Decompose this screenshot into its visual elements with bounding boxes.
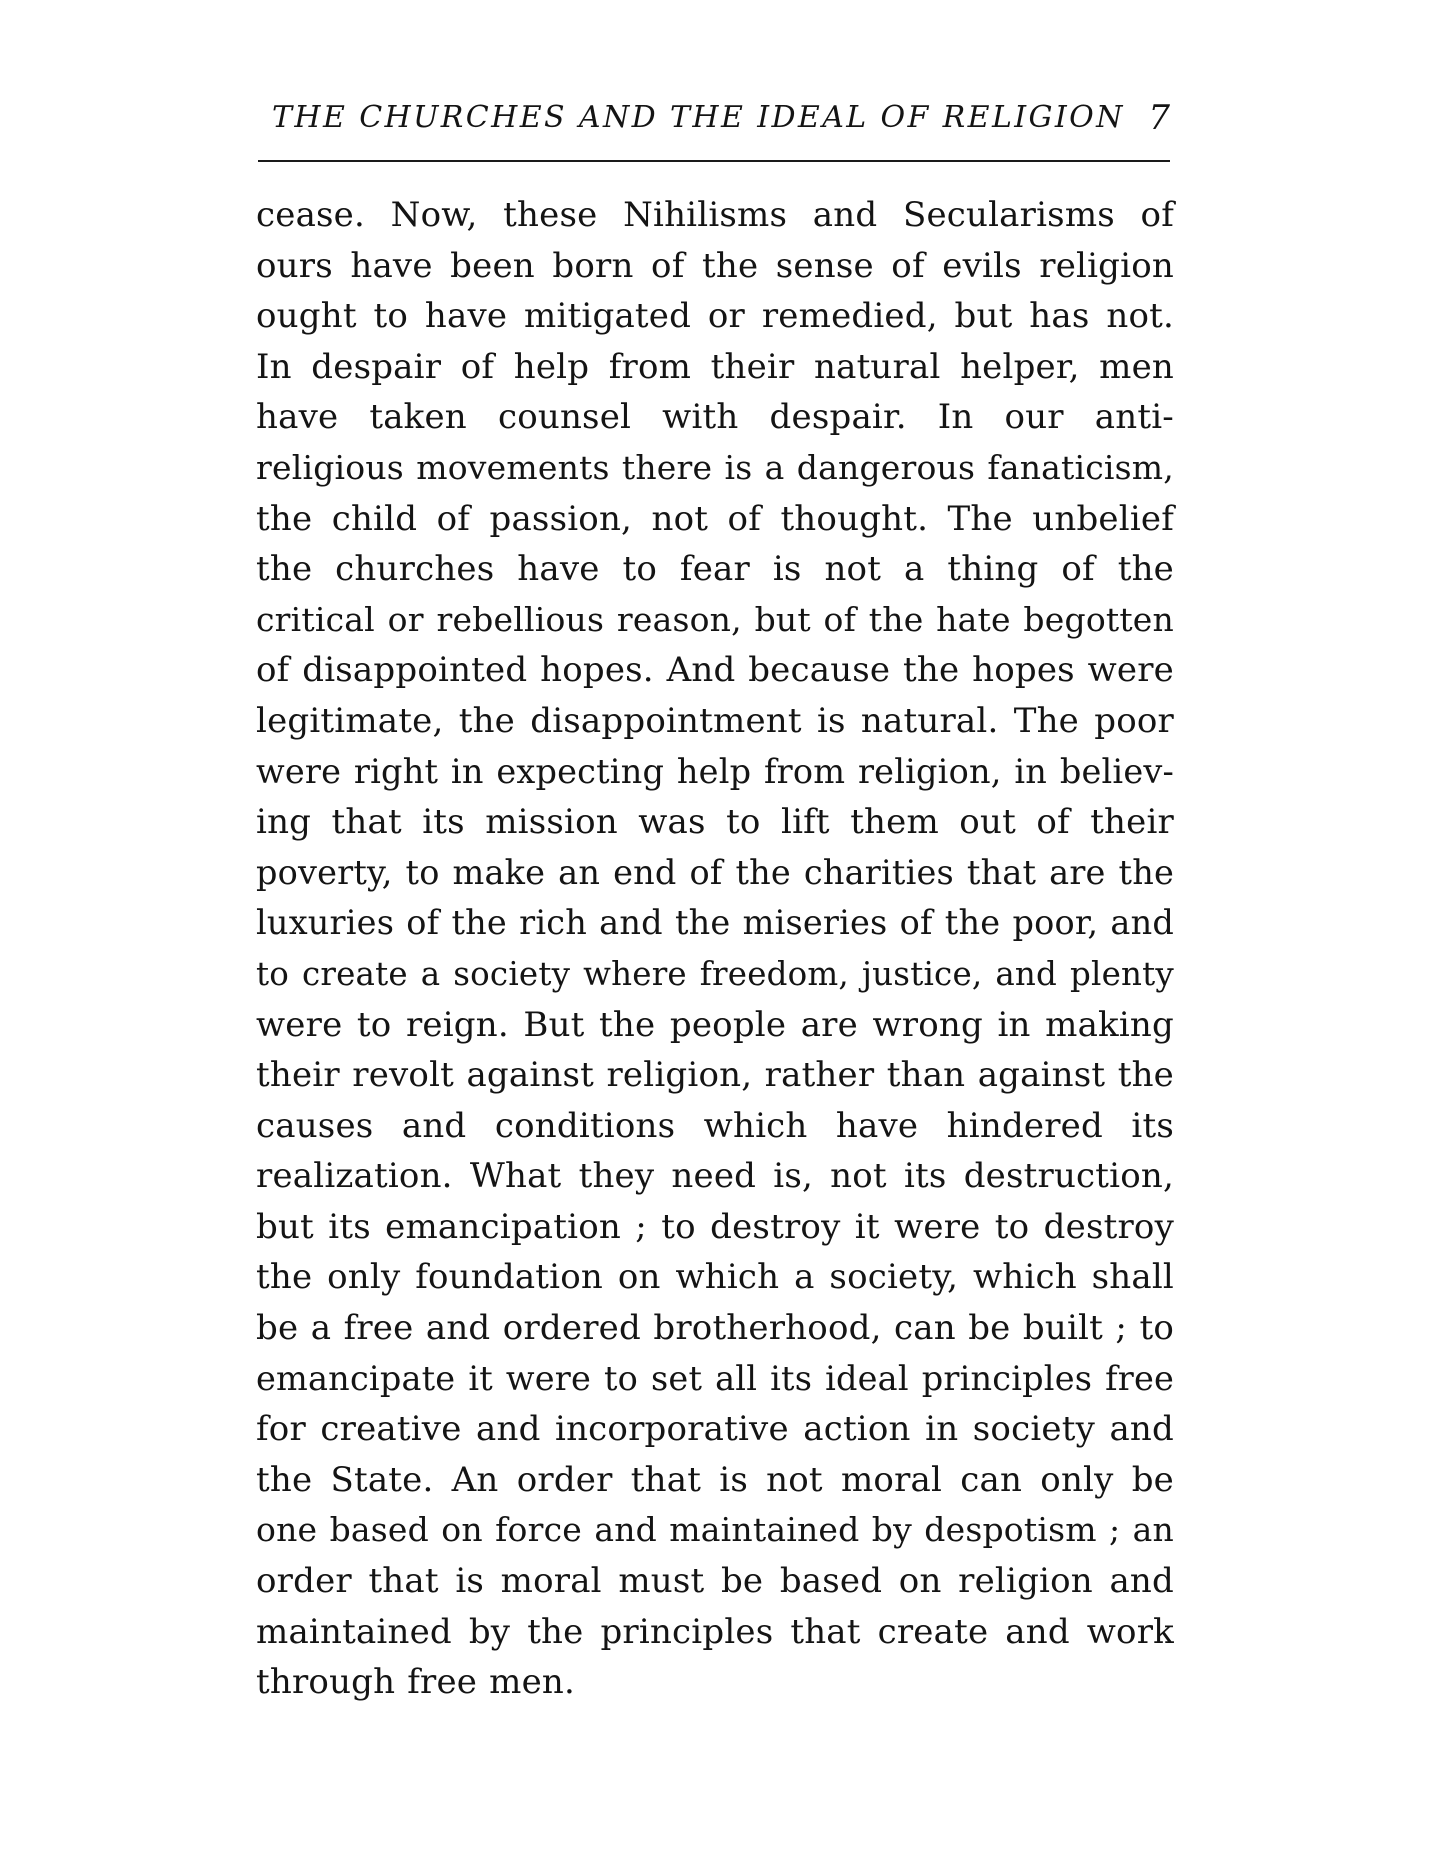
text-line: religious movements there is a dangerous fanaticism, [256,447,1174,487]
text-line: of disappointed hopes. And because the hopes were [256,650,1174,691]
text-line: ours have been born of the sense of evils religion [256,245,1174,286]
text-line: to create a society where freedom, justice, and plenty [256,954,1174,993]
text-line: were to reign. But the people are wrong in making [256,1004,1174,1045]
text-line: for creative and incorporative action in society and [256,1409,1174,1450]
text-line: In despair of help from their natural helper, men [256,346,1174,387]
text-line: emancipate it were to set all its ideal principles free [256,1358,1174,1398]
text-line: be a free and ordered brotherhood, can be built ; to [256,1308,1174,1349]
text-line: their revolt against religion, rather than against the [256,1055,1174,1096]
header-rule [258,160,1170,162]
text-line: poverty, to make an end of the charities that are the [256,852,1174,892]
text-line: the State. An order that is not moral can only be [256,1459,1174,1500]
text-line: cease. Now, these Nihilisms and Secularisms of [256,195,1174,235]
text-line: ing that its mission was to lift them out of their [256,802,1174,843]
text-line: the only foundation on which a society, which shall [256,1257,1174,1298]
text-line: critical or rebellious reason, but of the hate begotten [256,599,1174,639]
text-line: ought to have mitigated or remedied, but has not. [256,296,1174,337]
body-paragraph [256,190,1174,1708]
running-head [258,98,1170,144]
text-line: one based on force and maintained by despotism ; an [256,1510,1174,1550]
text-line: order that is moral must be based on religion and [256,1561,1174,1602]
page-number: 7 [1148,98,1170,138]
text-line: were right in expecting help from religion, in believ- [256,751,1174,791]
text-line: luxuries of the rich and the miseries of the poor, and [256,903,1174,943]
text-line: the child of passion, not of thought. The unbelief [256,498,1174,539]
running-head-title: THE CHURCHES AND THE IDEAL OF RELIGION [272,100,1125,135]
text-line: have taken counsel with despair. In our anti- [256,397,1174,438]
text-line-last: through free men. [256,1662,576,1703]
text-line: maintained by the principles that create and work [256,1611,1174,1652]
text-line: legitimate, the disappointment is natural. The poor [256,700,1174,741]
text-line: causes and conditions which have hindered its [256,1105,1174,1146]
text-line: realization. What they need is, not its destruction, [256,1156,1174,1197]
text-line: the churches have to fear is not a thing of the [256,549,1174,590]
text-line: but its emancipation ; to destroy it were to destroy [256,1206,1174,1247]
